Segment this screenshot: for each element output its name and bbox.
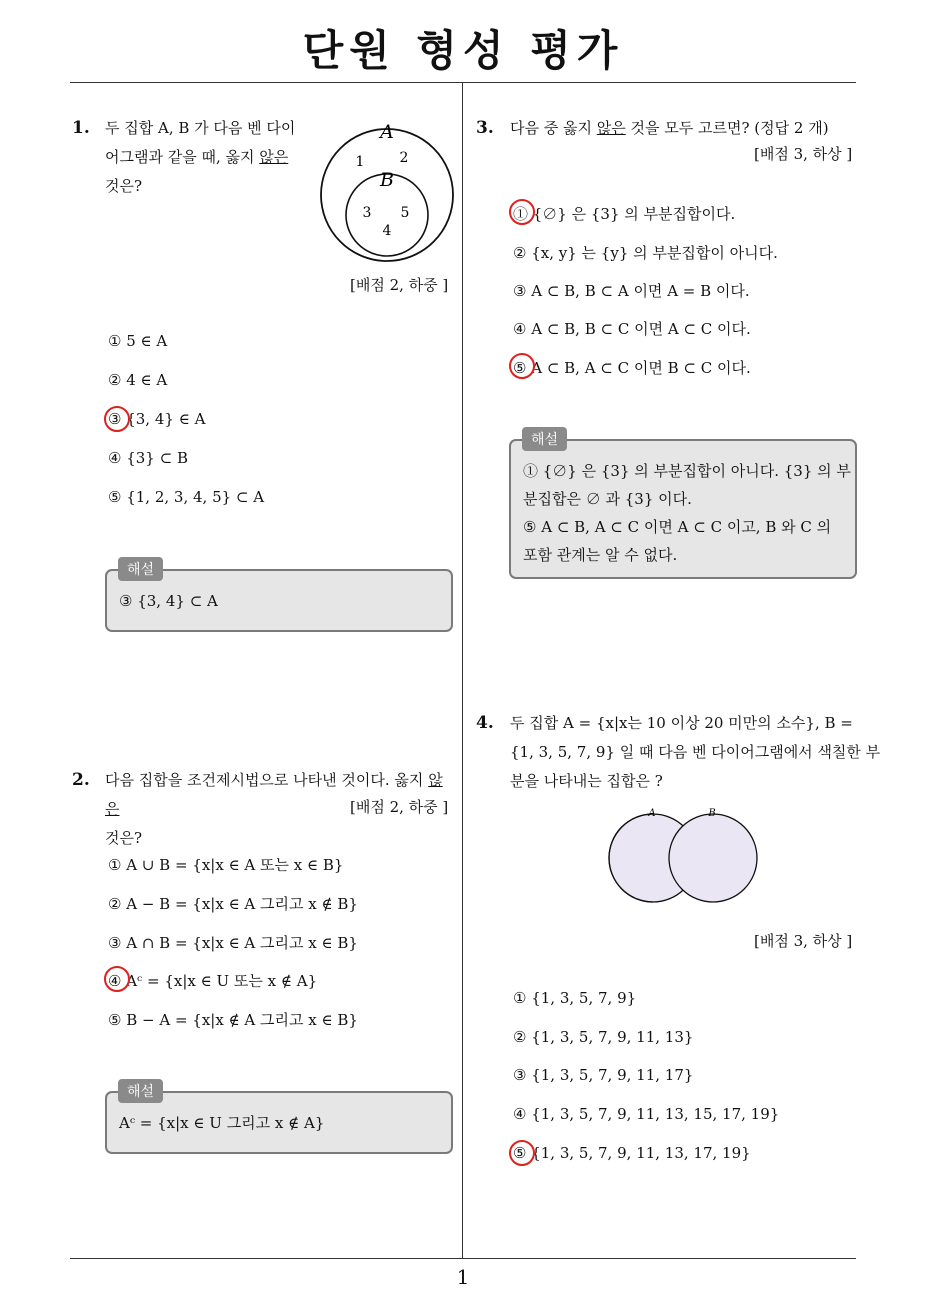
set-a-label: A	[648, 808, 656, 819]
venn-element: 2	[399, 150, 409, 166]
question-text-line: 것은?	[105, 829, 143, 847]
solution-tag: 해설	[522, 427, 567, 451]
question-text-line: 것은?	[105, 177, 143, 195]
score-label: [배점 3, 하상 ]	[754, 145, 853, 163]
answer-option[interactable]: ④ {1, 3, 5, 7, 9, 11, 13, 15, 17, 19}	[513, 1105, 780, 1123]
question-text-line: 분을 나타내는 집합은 ?	[510, 772, 663, 790]
question-text-line: 두 집합 A = {x|x는 10 이상 20 미만의 소수}, B =	[510, 714, 853, 732]
set-b-label: B	[708, 808, 716, 819]
answer-mark-circle	[104, 966, 130, 992]
score-label: [배점 2, 하중 ]	[350, 798, 449, 816]
solution-tag: 해설	[118, 1079, 163, 1103]
answer-option[interactable]: ④ Aᶜ = {x|x ∈ U 또는 x ∉ A}	[108, 972, 318, 990]
answer-option[interactable]: ① {∅} 은 {3} 의 부분집합이다.	[513, 205, 736, 223]
page-number: 1	[456, 1265, 470, 1289]
question-text	[105, 114, 305, 201]
answer-option[interactable]: ③ {3, 4} ∈ A	[108, 410, 206, 428]
venn-element: 1	[355, 154, 365, 170]
answer-mark-circle	[509, 1140, 535, 1166]
solution-box	[509, 439, 857, 579]
question-text-line: 다음 집합을 조건제시법으로 나타낸 것이다. 옳지 않은	[105, 771, 443, 818]
answer-mark-circle	[509, 353, 535, 379]
question-text-line: 두 집합 A, B 가 다음 벤 다이	[105, 119, 296, 137]
answer-option[interactable]: ④ A ⊂ B, B ⊂ C 이면 A ⊂ C 이다.	[513, 320, 751, 338]
answer-option[interactable]: ② {x, y} 는 {y} 의 부분집합이 아니다.	[513, 244, 778, 262]
answer-option[interactable]: ② {1, 3, 5, 7, 9, 11, 13}	[513, 1028, 694, 1046]
set-b-label: B	[380, 169, 394, 191]
question-text	[510, 709, 881, 796]
question-text: 다음 중 옳지 않은 것을 모두 고르면? (정답 2 개)	[510, 119, 829, 137]
answer-option[interactable]: ⑤ {1, 3, 5, 7, 9, 11, 13, 17, 19}	[513, 1144, 751, 1162]
solution-text: Aᶜ = {x|x ∈ U 그리고 x ∉ A}	[119, 1114, 325, 1132]
venn-element: 5	[400, 205, 410, 221]
page-title: 단원 형성 평가	[302, 26, 624, 75]
question-text-line: {1, 3, 5, 7, 9} 일 때 다음 벤 다이어그램에서 색칠한 부	[510, 743, 881, 761]
answer-option[interactable]: ⑤ {1, 2, 3, 4, 5} ⊂ A	[108, 488, 265, 506]
set-b-circle	[669, 814, 757, 902]
solution-tag: 해설	[118, 557, 163, 581]
answer-option[interactable]: ① A ∪ B = {x|x ∈ A 또는 x ∈ B}	[108, 856, 344, 874]
score-label: [배점 3, 하상 ]	[754, 932, 853, 950]
venn-element: 3	[362, 205, 372, 221]
answer-option[interactable]: ⑤ A ⊂ B, A ⊂ C 이면 B ⊂ C 이다.	[513, 359, 751, 377]
answer-option[interactable]: ⑤ B − A = {x|x ∉ A 그리고 x ∈ B}	[108, 1011, 358, 1029]
answer-option[interactable]: ① 5 ∈ A	[108, 332, 168, 350]
underlined-word: 않은	[259, 148, 289, 166]
solution-text: ① {∅} 은 {3} 의 부분집합이 아니다. {3} 의 부 분집합은 ∅ 과 {3} 이다. ⑤ A ⊂ B, A ⊂ C 이면 A ⊂ C 이고, B 와 C 의 포함 관계는 알 수 없다.	[523, 462, 851, 564]
score-label: [배점 2, 하중 ]	[350, 276, 449, 294]
answer-option[interactable]: ② A − B = {x|x ∈ A 그리고 x ∉ B}	[108, 895, 358, 913]
set-a-label: A	[380, 121, 394, 143]
answer-mark-circle	[104, 406, 130, 432]
question-number: 1.	[72, 118, 90, 138]
answer-mark-circle	[509, 199, 535, 225]
underlined-word: 않은	[596, 119, 626, 137]
question-number: 2.	[72, 770, 90, 790]
top-rule	[70, 82, 856, 83]
venn-element: 4	[382, 223, 392, 239]
column-divider	[462, 83, 463, 1258]
answer-option[interactable]: ② 4 ∈ A	[108, 371, 168, 389]
bottom-rule	[70, 1258, 856, 1259]
question-text-line: 어그램과 같을 때, 옳지 않은	[105, 148, 289, 166]
answer-option[interactable]: ③ A ∩ B = {x|x ∈ A 그리고 x ∈ B}	[108, 934, 358, 952]
answer-option[interactable]: ③ A ⊂ B, B ⊂ A 이면 A = B 이다.	[513, 282, 750, 300]
answer-option[interactable]: ③ {1, 3, 5, 7, 9, 11, 17}	[513, 1066, 694, 1084]
underlined-word: 않은	[105, 771, 443, 818]
answer-option[interactable]: ① {1, 3, 5, 7, 9}	[513, 989, 637, 1007]
venn-diagram-nested	[315, 118, 460, 268]
question-number: 4.	[476, 713, 494, 733]
venn-diagram-two-sets	[600, 805, 770, 910]
answer-option[interactable]: ④ {3} ⊂ B	[108, 449, 188, 467]
question-number: 3.	[476, 118, 494, 138]
solution-text: ③ {3, 4} ⊂ A	[119, 592, 218, 610]
set-a-circle	[321, 129, 453, 261]
